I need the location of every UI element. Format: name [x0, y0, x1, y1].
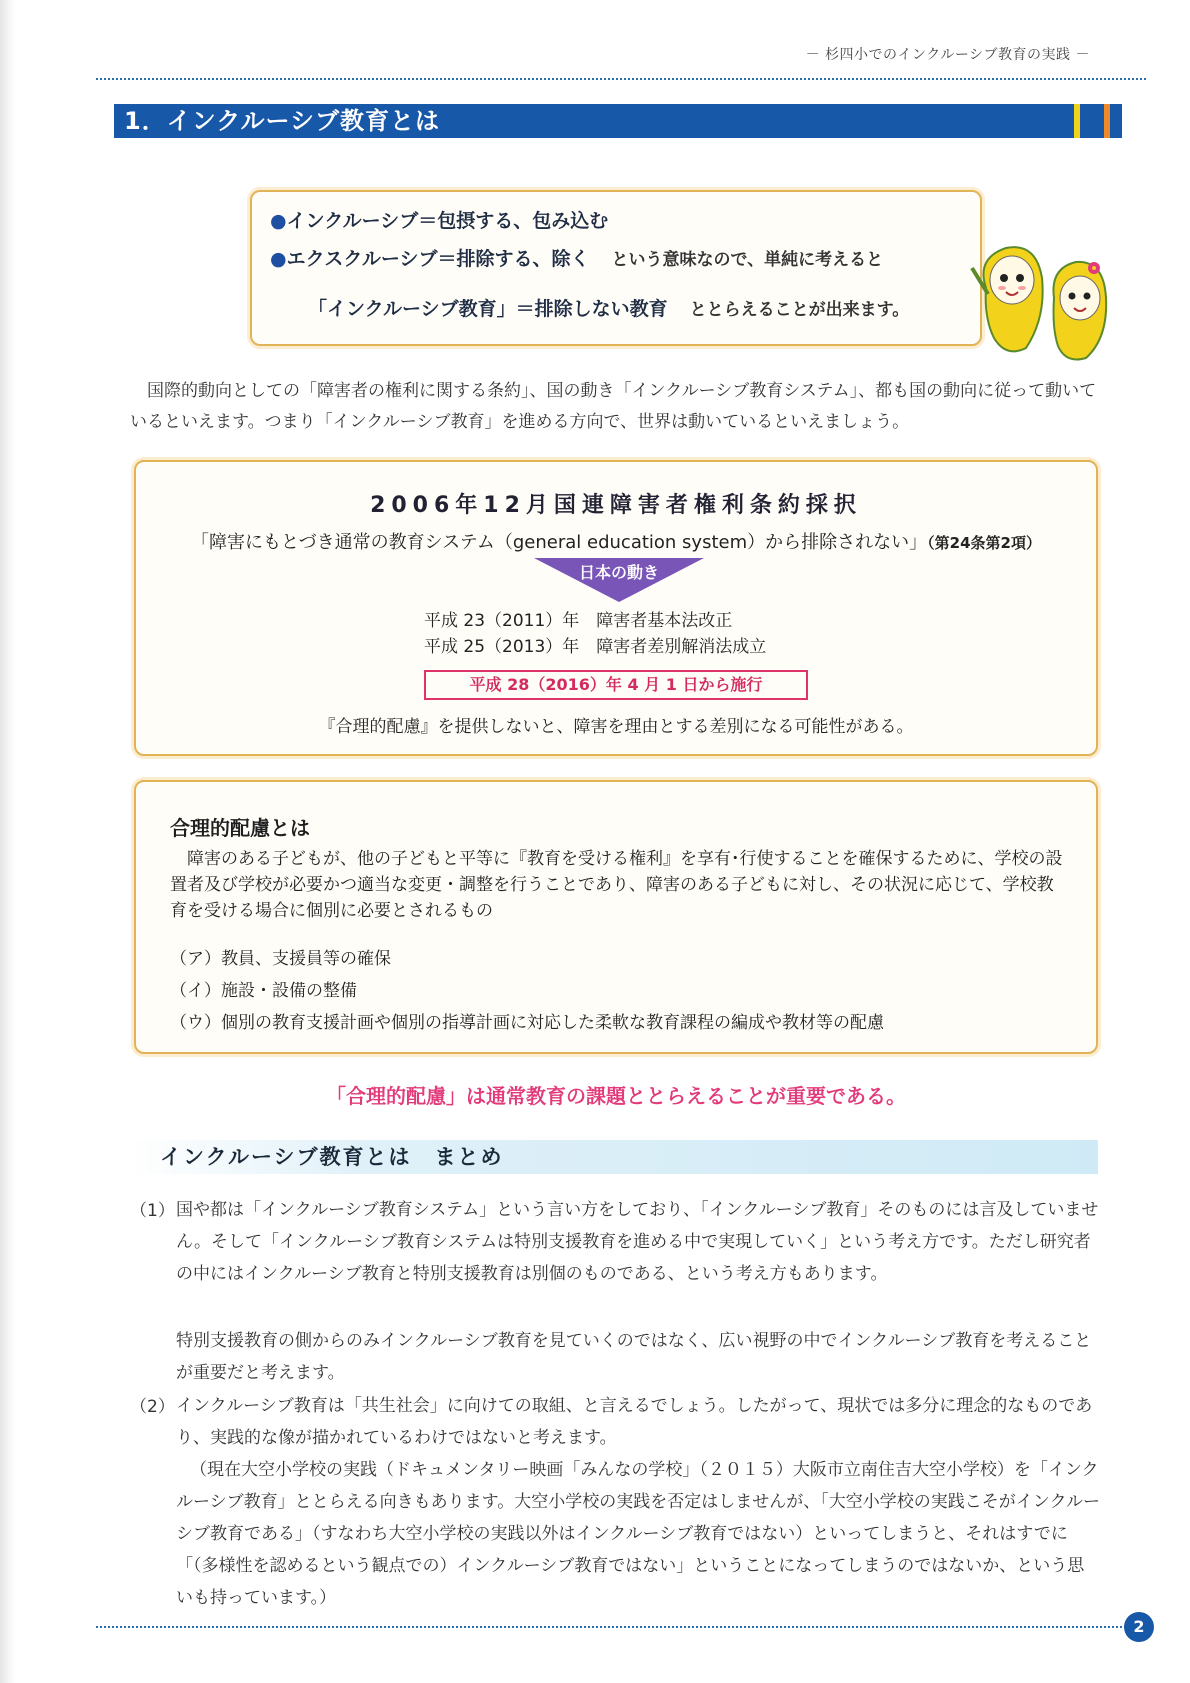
bullet-icon: ●	[270, 248, 287, 270]
intro-paragraph: 国際的動向としての「障害者の権利に関する条約」、国の動き「インクルーシブ教育システム」、都も国の動向に従って動いているといえます。つまり「インクルーシブ教育」を進める方向で、世界は動いているといえましょう。	[130, 381, 1097, 432]
summary-number: （2）	[130, 1397, 175, 1417]
definition-line-exclusive: ●エクスクルーシブ＝排除する、除く という意味なので、単純に考えると	[270, 248, 884, 270]
enforcement-date-box: 平成 28（2016）年 4 月 1 日から施行	[424, 670, 808, 700]
page-edge-shadow	[0, 0, 16, 1683]
mascot-left	[972, 247, 1043, 351]
arrow-label: 日本の動き	[578, 563, 659, 582]
accommodation-item: （ウ）個別の教育支援計画や個別の指導計画に対応した柔軟な教育課程の編成や教材等の配慮	[170, 1013, 884, 1033]
definition-line-conclusion: 「インクルーシブ教育」＝排除しない教育 ととらえることが出来ます。	[308, 298, 910, 320]
accommodation-body: 障害のある子どもが、他の子どもと平等に『教育を受ける権利』を享有･行使することを確保するために、学校の設置者及び学校が必要かつ適当な変更・調整を行うことであり、障害のある子どもに対し、その状況に応じて、学校教育を受ける場合に個別に必要とされるもの	[170, 849, 1063, 921]
running-header: － 杉四小でのインクルーシブ教育の実践 －	[805, 47, 1090, 63]
key-statement: 「合理的配慮」は通常教育の課題ととらえることが重要である。	[326, 1084, 906, 1108]
summary-number: （1）	[130, 1201, 175, 1221]
bottom-dotted-rule	[96, 1626, 1126, 1628]
definition-box	[250, 190, 982, 346]
treaty-title: 2006年12月国連障害者権利条約採択	[370, 493, 862, 518]
summary-title: インクルーシブ教育とは まとめ	[160, 1145, 504, 1169]
accommodation-item: （イ）施設・設備の整備	[170, 981, 357, 1001]
orange-stripe	[1104, 104, 1110, 138]
bullet-icon: ●	[270, 210, 287, 232]
summary-paragraph: インクルーシブ教育は「共生社会」に向けての取組、と言えるでしょう。したがって、現状では多分に理念的なものであり、実践的な像が描かれているわけではないと考えます。	[176, 1396, 1093, 1448]
accommodation-item: （ア）教員、支援員等の確保	[170, 949, 391, 969]
top-dotted-rule	[96, 78, 1146, 80]
summary-paragraph: （現在大空小学校の実践（ドキュメンタリー映画「みんなの学校」（２０１５）大阪市立南住吉大空小学校）を「インクルーシブ教育」ととらえる向きもあります。大空小学校の実践を否定はしませんが、「大空小学校の実践こそがインクルーシブ教育である」（すなわち大空小学校の実践以外はインクルーシブ教育ではない）といってしまうと、それはすでに「（多様性を認めるという観点での）インクルーシブ教育ではない」ということになってしまうのではないか、という思いも持っています。）	[176, 1460, 1100, 1608]
accommodation-title: 合理的配慮とは	[170, 816, 310, 840]
definition-line-inclusive: ●インクルーシブ＝包摂する、包み込む	[270, 210, 609, 232]
blue-stripe	[1092, 104, 1100, 138]
law-item: 平成 25（2013）年 障害者差別解消法成立	[424, 637, 767, 657]
treaty-note: 『合理的配慮』を提供しないと、障害を理由とする差別になる可能性がある。	[318, 717, 914, 737]
law-item: 平成 23（2011）年 障害者基本法改正	[424, 611, 733, 631]
summary-paragraph: 国や都は「インクルーシブ教育システム」という言い方をしており、「インクルーシブ教育」そのものには言及していません。そして「インクルーシブ教育システムは特別支援教育を進める中で実現していく」という考え方です。ただし研究者の中にはインクルーシブ教育と特別支援教育は別個のものである、という考え方もあります。	[176, 1200, 1099, 1284]
summary-paragraph: 特別支援教育の側からのみインクルーシブ教育を見ていくのではなく、広い視野の中でインクルーシブ教育を考えることが重要だと考えます。	[176, 1331, 1092, 1383]
page-number: 2	[1124, 1612, 1154, 1642]
treaty-subtitle: 「障害にもとづき通常の教育システム（general education system）から排除されない」（第24条第2項）	[191, 532, 1041, 553]
mascots-illustration	[966, 228, 1116, 368]
yellow-stripe	[1074, 104, 1080, 138]
section-title: 1．インクルーシブ教育とは	[124, 107, 441, 135]
mascot-right	[1053, 262, 1106, 360]
